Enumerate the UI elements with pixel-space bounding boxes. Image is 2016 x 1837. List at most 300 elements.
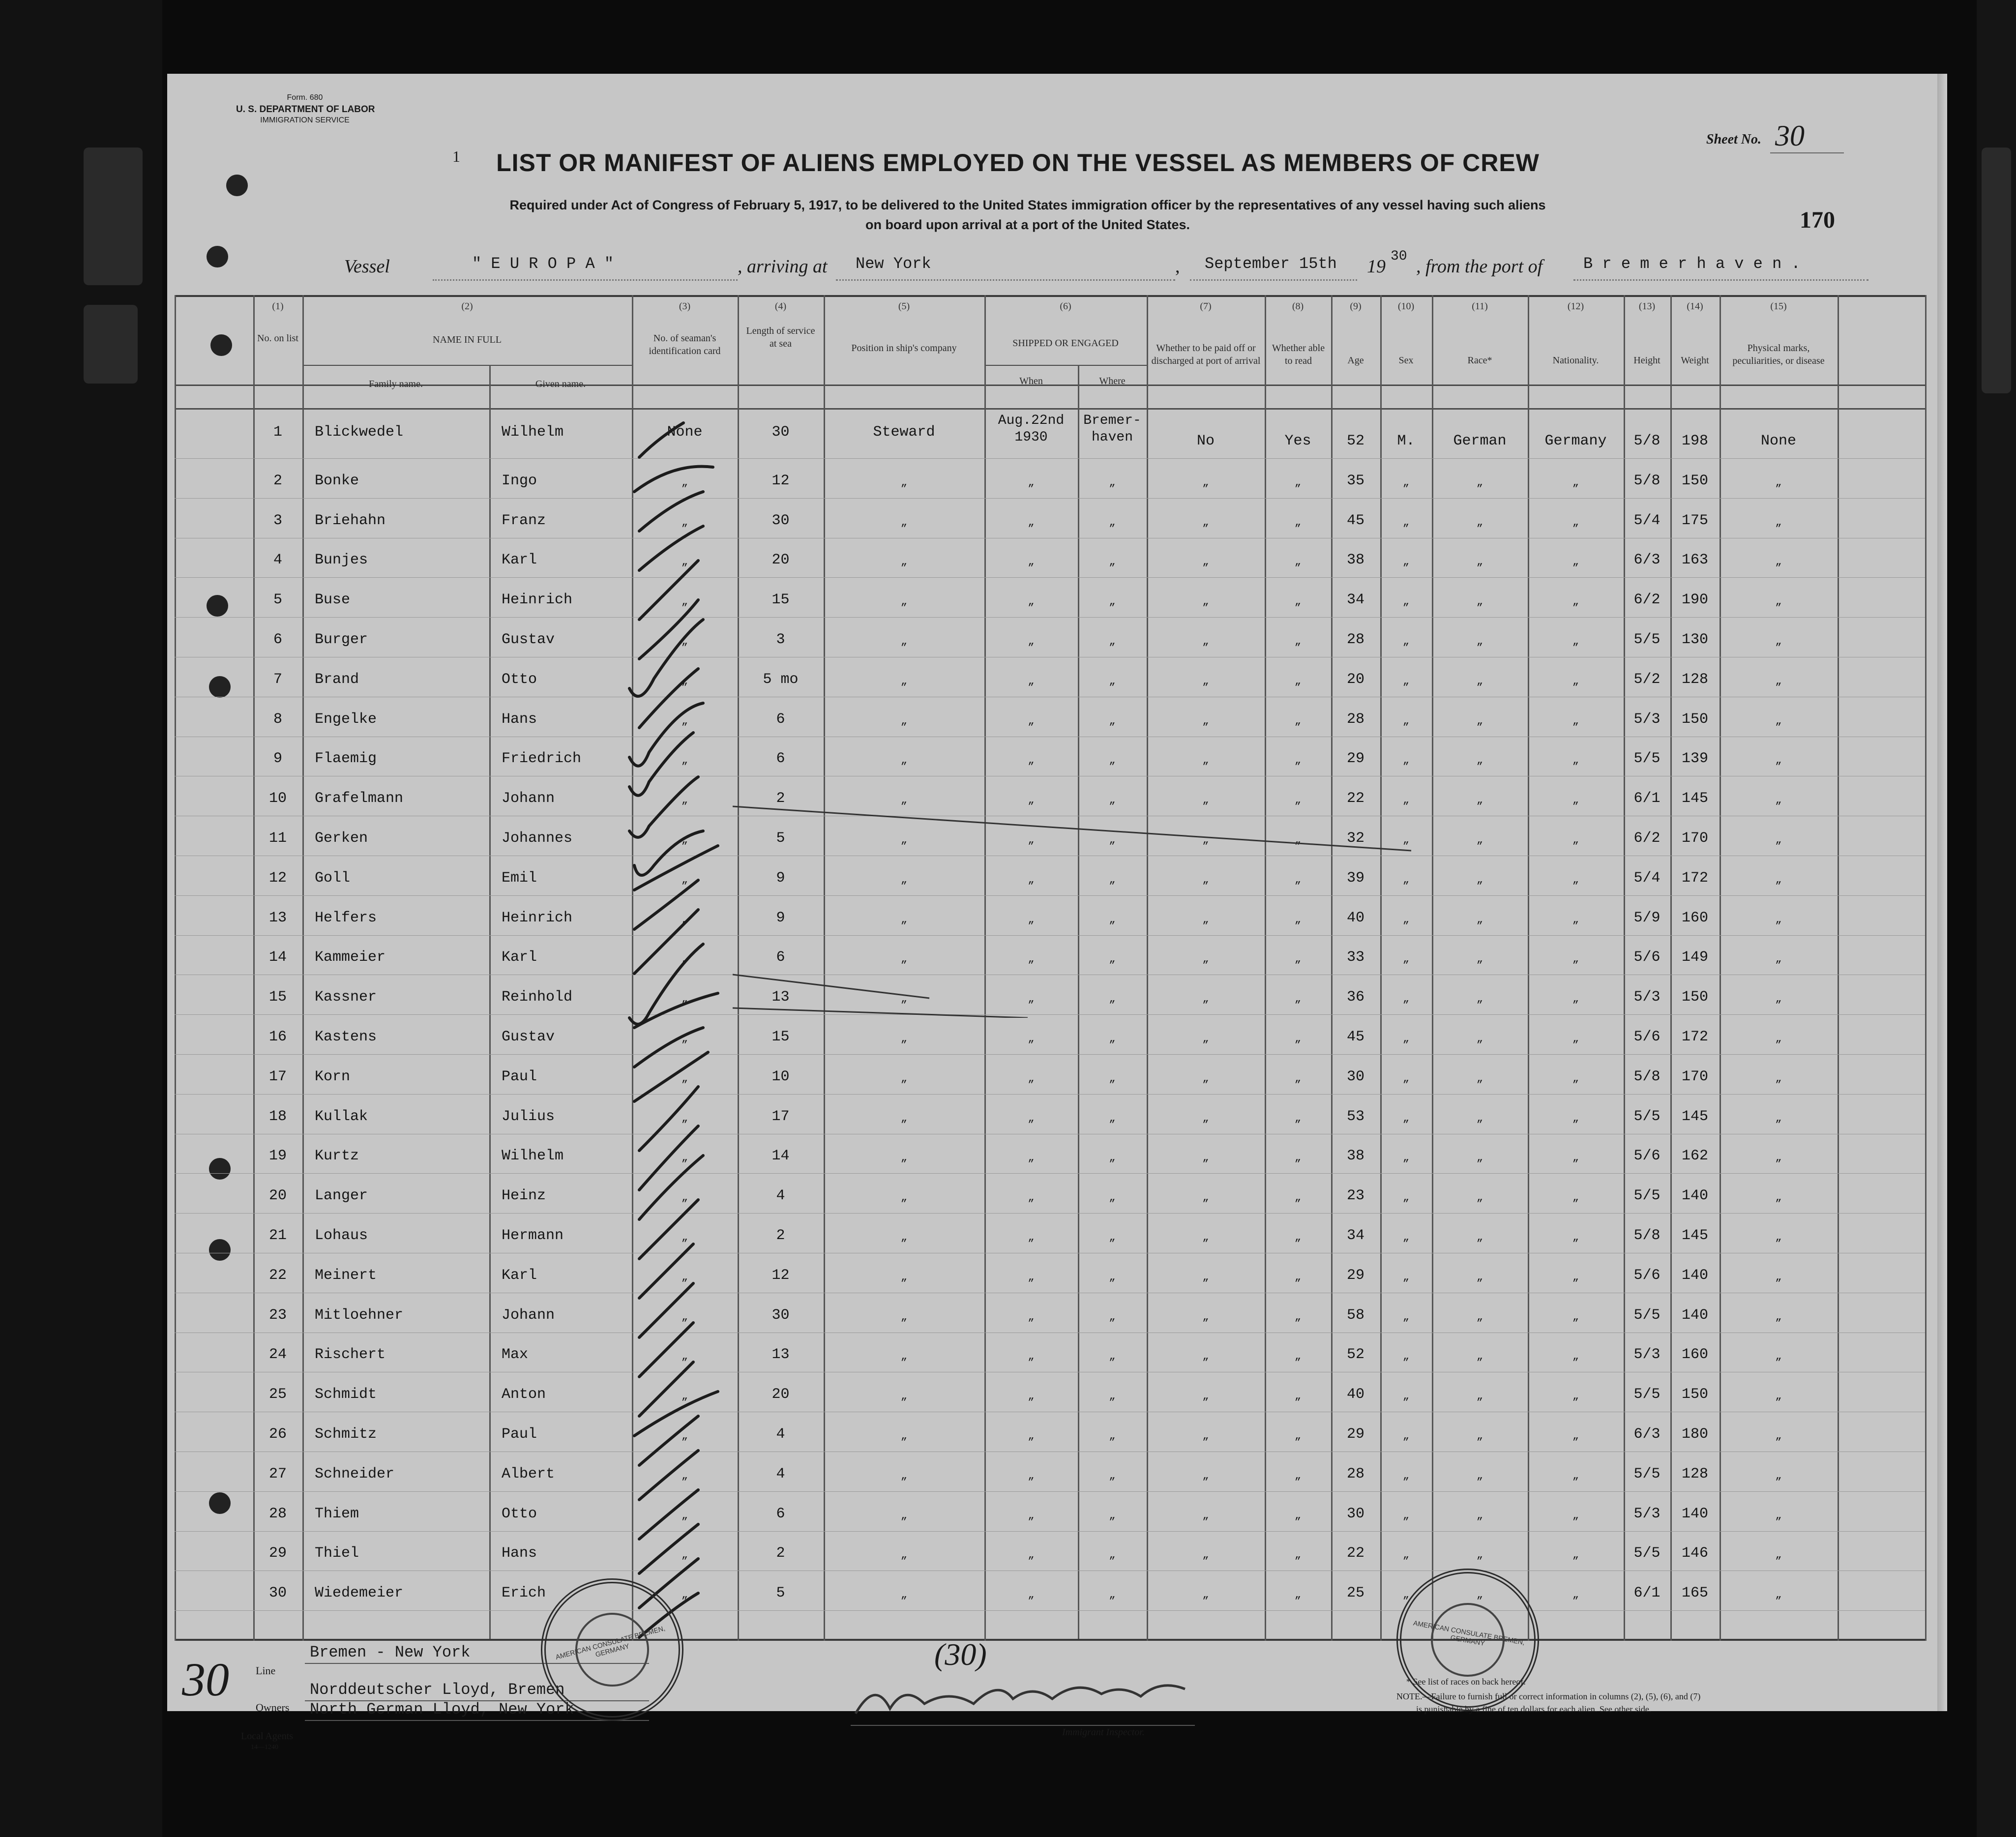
ditto-mark: „ [1202,874,1209,886]
row-number: 22 [268,1267,287,1284]
ditto-mark: „ [900,834,908,846]
row-number: 3 [273,512,282,529]
weight: 145 [1681,790,1708,807]
age: 45 [1346,512,1364,529]
weight: 146 [1681,1545,1708,1562]
id-card-ditto: „ [681,476,688,489]
ditto-mark: „ [1476,874,1483,886]
ditto-mark: „ [1028,1510,1035,1522]
row-number: 26 [268,1426,287,1443]
given-name: Johann [502,790,555,807]
weight: 165 [1681,1585,1708,1601]
ditto-mark: „ [1028,953,1035,965]
ditto-mark: „ [1402,1152,1410,1164]
ditto-mark: „ [1775,1350,1782,1363]
punch-hole [209,676,231,698]
ditto-mark: „ [1402,1350,1410,1363]
family-name: Wiedemeier [315,1585,404,1601]
family-name: Grafelmann [315,790,404,807]
ditto-mark: „ [1572,794,1579,806]
ditto-mark: „ [1109,1231,1116,1244]
from-port-rule [1573,279,1868,281]
ditto-mark: „ [1294,1589,1302,1601]
footnote-penalty-line-2: is punishable by a fine of ten dollars for each alien. See other side. [1416,1704,1652,1714]
family-name: Briehahn [315,512,386,529]
ditto-mark: „ [1402,1390,1410,1402]
ditto-mark: „ [1775,1311,1782,1323]
col-num-9: (9) [1350,301,1362,312]
family-name: Kurtz [315,1148,359,1164]
weight: 128 [1681,671,1708,688]
height: 5/5 [1633,1307,1660,1324]
ditto-mark: „ [1028,993,1035,1005]
row-number: 15 [268,989,287,1006]
ditto-mark: „ [1402,794,1410,806]
height: 6/2 [1633,592,1660,608]
ditto-mark: „ [1202,953,1209,965]
ditto-mark: „ [1476,476,1483,489]
ditto-mark: „ [1572,1589,1579,1601]
given-name: Franz [502,512,546,529]
sheet-number-rule [1770,152,1844,153]
subtitle-line-1: Required under Act of Congress of February 5, 1917, to be delivered to the United States immigration officer by the representatives of any vessel having such aliens [509,198,1546,212]
header-paid-off: Whether to be paid off or discharged at port of arrival [1151,343,1261,366]
ditto-mark: „ [1476,953,1483,965]
weight: 190 [1681,592,1708,608]
ditto-mark: „ [1202,1549,1209,1561]
id-card-ditto: „ [681,1112,688,1125]
height: 5/3 [1633,989,1660,1006]
given-name: Heinrich [502,910,573,926]
col-num-15: (15) [1770,301,1787,312]
weight: 140 [1681,1307,1708,1324]
length-of-service: 2 [776,790,785,807]
ditto-mark: „ [1202,476,1209,489]
ditto-mark: „ [1476,1510,1483,1522]
ditto-mark: „ [1028,834,1035,846]
height: 5/5 [1633,1466,1660,1482]
ditto-mark: „ [1294,1430,1302,1442]
ditto-mark: „ [900,1390,908,1402]
height: 5/6 [1633,1148,1660,1164]
ditto-mark: „ [1775,1510,1782,1522]
ditto-mark: „ [1476,1311,1483,1323]
ditto-mark: „ [1572,516,1579,529]
table-bottom-border [175,1639,1925,1641]
footnote-penalty-line-1: NOTE.—Failure to furnish full or correct information in columns (2), (5), (6), and (7) [1396,1691,1701,1701]
ditto-mark: „ [900,1311,908,1323]
age: 25 [1346,1585,1364,1601]
ditto-mark: „ [1572,953,1579,965]
handwritten-check-marks [620,413,767,1647]
film-artifact [84,305,138,384]
ditto-mark: „ [1028,516,1035,529]
ditto-mark: „ [1476,595,1483,608]
given-name: Hans [502,711,537,728]
family-name: Thiel [315,1545,359,1562]
row-number: 14 [268,949,287,966]
ditto-mark: „ [1294,1350,1302,1363]
height: 5/4 [1633,870,1660,887]
service-name: IMMIGRATION SERVICE [260,116,350,124]
given-name: Johann [502,1307,555,1324]
row-number: 28 [268,1506,287,1522]
age: 40 [1346,1386,1364,1403]
ditto-mark: „ [1476,1390,1483,1402]
age: 28 [1346,631,1364,648]
header-name-in-full: NAME IN FULL [433,334,502,345]
family-name: Lohaus [315,1227,368,1244]
ditto-mark: „ [1109,1549,1116,1561]
given-name: Hermann [502,1227,564,1244]
id-card-ditto: „ [681,1072,688,1085]
ditto-mark: „ [1202,834,1209,846]
punch-hole [207,246,228,267]
ditto-mark: „ [1775,754,1782,767]
ditto-mark: „ [1572,476,1579,489]
agents-rule [305,1720,649,1721]
age: 38 [1346,1148,1364,1164]
row-number: 10 [268,790,287,807]
ditto-mark: „ [1775,516,1782,529]
departure-port: B r e m e r h a v e n . [1583,255,1801,273]
header-shipped: SHIPPED OR ENGAGED [1012,338,1119,349]
ditto-mark: „ [1294,1152,1302,1164]
row-number: 9 [273,750,282,767]
given-name: Wilhelm [502,424,564,441]
ditto-mark: „ [1402,1510,1410,1522]
ditto-mark: „ [1028,1152,1035,1164]
ditto-mark: „ [1109,675,1116,687]
ditto-mark: „ [1775,1112,1782,1125]
col-num-2: (2) [461,301,473,312]
family-name: Helfers [315,910,377,926]
id-card-ditto: „ [681,1231,688,1244]
ditto-mark: „ [1476,1033,1483,1045]
age: 33 [1346,949,1364,966]
ditto-mark: „ [1775,556,1782,568]
ditto-mark: „ [1109,1033,1116,1045]
height: 6/1 [1633,1585,1660,1601]
ditto-mark: „ [1572,754,1579,767]
family-name: Kullak [315,1108,368,1125]
ditto-mark: „ [1294,1271,1302,1283]
ditto-mark: „ [900,1271,908,1283]
age: 40 [1346,910,1364,926]
weight: 145 [1681,1227,1708,1244]
id-card-ditto: „ [681,874,688,886]
row-number: 30 [268,1585,287,1601]
height: 5/2 [1633,671,1660,688]
ditto-mark: „ [1402,1072,1410,1085]
ditto-mark: „ [1202,1589,1209,1601]
col-num-11: (11) [1472,301,1488,312]
id-card-ditto: „ [681,715,688,727]
family-name: Mitloehner [315,1307,404,1324]
id-card-ditto: „ [681,1311,688,1323]
ditto-mark: „ [900,516,908,529]
row-rule [175,498,1925,499]
height: 5/8 [1633,473,1660,489]
name-subheader-rule [302,365,632,366]
length-of-service: 10 [771,1068,790,1085]
age: 29 [1346,1267,1364,1284]
ditto-mark: „ [1402,834,1410,846]
margin-mark: 1 [452,148,460,165]
sheet-label: Sheet No. [1706,132,1761,147]
ditto-mark: „ [1775,1152,1782,1164]
ditto-mark: „ [1294,595,1302,608]
ditto-mark: „ [1476,1231,1483,1244]
row-number: 20 [268,1187,287,1204]
col-num-4: (4) [774,301,787,312]
length-of-service: 20 [771,1386,790,1403]
id-card-ditto: „ [681,1470,688,1482]
id-card-ditto: „ [681,675,688,687]
height: 5/3 [1633,1506,1660,1522]
ditto-mark: „ [1202,914,1209,926]
ditto-mark: „ [900,1470,908,1482]
id-card-ditto: „ [681,993,688,1005]
weight: 160 [1681,1346,1708,1363]
ditto-mark: „ [1476,1191,1483,1204]
ditto-mark: „ [1202,794,1209,806]
family-name: Korn [315,1068,351,1085]
ditto-mark: „ [1109,914,1116,926]
age: 45 [1346,1029,1364,1045]
ditto-mark: „ [1109,1430,1116,1442]
id-card-ditto: „ [681,516,688,529]
ditto-mark: „ [1476,635,1483,648]
ditto-mark: „ [1775,993,1782,1005]
given-name: Ingo [502,473,537,489]
row-number: 5 [273,592,282,608]
ditto-mark: „ [1572,1152,1579,1164]
ditto-mark: „ [1028,1072,1035,1085]
sheet-number: 30 [1775,119,1805,152]
film-artifact [84,148,143,285]
footer-count-circled: (30) [934,1637,987,1672]
ditto-mark: „ [1572,675,1579,687]
weight: 175 [1681,512,1708,529]
ditto-mark: „ [1476,1589,1483,1601]
weight: 128 [1681,1466,1708,1482]
row-number: 6 [273,631,282,648]
punch-hole [209,1492,231,1514]
ditto-mark: „ [1402,874,1410,886]
ditto-mark: „ [1028,1390,1035,1402]
id-card-ditto: „ [681,834,688,846]
length-of-service: 4 [776,1187,785,1204]
id-card-ditto: „ [681,1510,688,1522]
stamp-text-right: AMERICAN CONSULATE BREMEN, GERMANY [1412,1619,1526,1648]
ditto-mark: „ [1202,1390,1209,1402]
ditto-mark: „ [1109,595,1116,608]
length-of-service: 6 [776,1506,785,1522]
id-card-ditto: „ [681,794,688,806]
height: 5/6 [1633,1267,1660,1284]
header-able-to-read: Whether able to read [1272,343,1325,366]
ditto-mark: „ [1572,1470,1579,1482]
form-code: 14—1240 [251,1744,278,1751]
row-1-nationality: Germany [1544,433,1607,449]
id-card-ditto: „ [681,1271,688,1283]
ditto-mark: „ [1202,1510,1209,1522]
local-agents-label: Local Agents [241,1731,294,1742]
punch-hole [209,1158,231,1180]
height: 5/8 [1633,433,1660,449]
ditto-mark: „ [1294,1033,1302,1045]
ditto-mark: „ [1572,1112,1579,1125]
ditto-mark: „ [1028,1549,1035,1561]
length-of-service: 6 [776,949,785,966]
ditto-mark: „ [1028,715,1035,727]
ditto-mark: „ [1402,675,1410,687]
age: 22 [1346,790,1364,807]
vessel-label: Vessel [344,256,390,277]
row-1-able-to-read: Yes [1284,433,1311,449]
weight: 170 [1681,1068,1708,1085]
weight: 150 [1681,473,1708,489]
given-name: Karl [502,949,537,966]
row-1-sex: M. [1397,433,1415,449]
ditto-mark: „ [1402,1589,1410,1601]
ditto-mark: „ [1775,1231,1782,1244]
ditto-mark: „ [1109,1470,1116,1482]
family-name: Schmitz [315,1426,377,1443]
ditto-mark: „ [1572,1311,1579,1323]
given-name: Paul [502,1068,537,1085]
ditto-mark: „ [1402,1549,1410,1561]
given-name: Otto [502,671,537,688]
ditto-mark: „ [1402,1231,1410,1244]
given-name: Erich [502,1585,546,1601]
row-number: 13 [268,910,287,926]
ditto-mark: „ [1028,1271,1035,1283]
length-of-service: 13 [771,1346,790,1363]
ditto-mark: „ [1202,1470,1209,1482]
ditto-mark: „ [1775,1470,1782,1482]
id-card-ditto: „ [681,635,688,648]
weight: 160 [1681,910,1708,926]
year-prefix: 19 [1367,256,1386,277]
line-value: Bremen - New York [310,1643,471,1661]
weight: 162 [1681,1148,1708,1164]
weight: 140 [1681,1187,1708,1204]
ditto-mark: „ [1028,1033,1035,1045]
ditto-mark: „ [900,874,908,886]
ditto-mark: „ [1202,675,1209,687]
height: 5/4 [1633,512,1660,529]
given-name: Heinz [502,1187,546,1204]
owners-value: Norddeutscher Lloyd, Bremen [310,1681,565,1699]
length-of-service: 5 mo [763,671,799,688]
ditto-mark: „ [900,1549,908,1561]
height: 6/1 [1633,790,1660,807]
ditto-mark: „ [1109,1271,1116,1283]
ditto-mark: „ [1202,556,1209,568]
owners-label: Owners [256,1701,290,1714]
family-name: Burger [315,631,368,648]
given-name: Emil [502,870,537,887]
row-rule [175,1570,1925,1571]
ditto-mark: „ [900,1191,908,1204]
ditto-mark: „ [1294,1549,1302,1561]
id-card-ditto: „ [681,595,688,608]
ditto-mark: „ [1028,675,1035,687]
height: 5/8 [1633,1227,1660,1244]
ditto-mark: „ [1202,1430,1209,1442]
header-when: When [1019,376,1043,386]
ditto-mark: „ [1028,874,1035,886]
ditto-mark: „ [1572,556,1579,568]
col-num-7: (7) [1200,301,1212,312]
ditto-mark: „ [1402,1311,1410,1323]
age: 32 [1346,830,1364,847]
age: 34 [1346,1227,1364,1244]
ditto-mark: „ [1028,1311,1035,1323]
length-of-service: 30 [771,1307,790,1324]
manifest-sheet [167,74,1937,1751]
ditto-mark: „ [1476,993,1483,1005]
ditto-mark: „ [1294,914,1302,926]
ditto-mark: „ [1572,1231,1579,1244]
ditto-mark: „ [1294,754,1302,767]
weight: 180 [1681,1426,1708,1443]
row-rule [175,1054,1925,1055]
column-divider [1925,295,1927,1641]
ditto-mark: „ [1202,1350,1209,1363]
row-number: 18 [268,1108,287,1125]
ditto-mark: „ [1109,754,1116,767]
ditto-mark: „ [1028,1112,1035,1125]
family-name: Rischert [315,1346,386,1363]
height: 5/5 [1633,1108,1660,1125]
age: 52 [1346,433,1364,449]
ditto-mark: „ [1572,715,1579,727]
punch-hole [207,595,228,617]
ditto-mark: „ [1109,476,1116,489]
ditto-mark: „ [1402,595,1410,608]
inspector-label: Immigrant Inspector. [1062,1727,1145,1738]
ditto-mark: „ [1028,1231,1035,1244]
length-of-service: 2 [776,1545,785,1562]
family-name: Engelke [315,711,377,728]
length-of-service: 9 [776,870,785,887]
column-divider [1838,295,1839,1641]
subtitle-line-2: on board upon arrival at a port of the United States. [865,217,1190,232]
header-nationality: Nationality. [1552,355,1599,366]
ditto-mark: „ [1572,1390,1579,1402]
row-rule [175,1610,1925,1611]
ditto-mark: „ [1476,1430,1483,1442]
header-length-service: Length of service at sea [746,326,815,349]
given-name: Hans [502,1545,537,1562]
ditto-mark: „ [1476,794,1483,806]
given-name: Friedrich [502,750,582,767]
age: 30 [1346,1506,1364,1522]
weight: 198 [1681,433,1708,449]
row-number: 27 [268,1466,287,1482]
age: 35 [1346,473,1364,489]
length-of-service: 15 [771,592,790,608]
given-name: Gustav [502,1029,555,1045]
ditto-mark: „ [1402,1430,1410,1442]
ditto-mark: „ [1402,953,1410,965]
ditto-mark: „ [1294,834,1302,846]
ditto-mark: „ [900,1430,908,1442]
height: 5/5 [1633,1545,1660,1562]
